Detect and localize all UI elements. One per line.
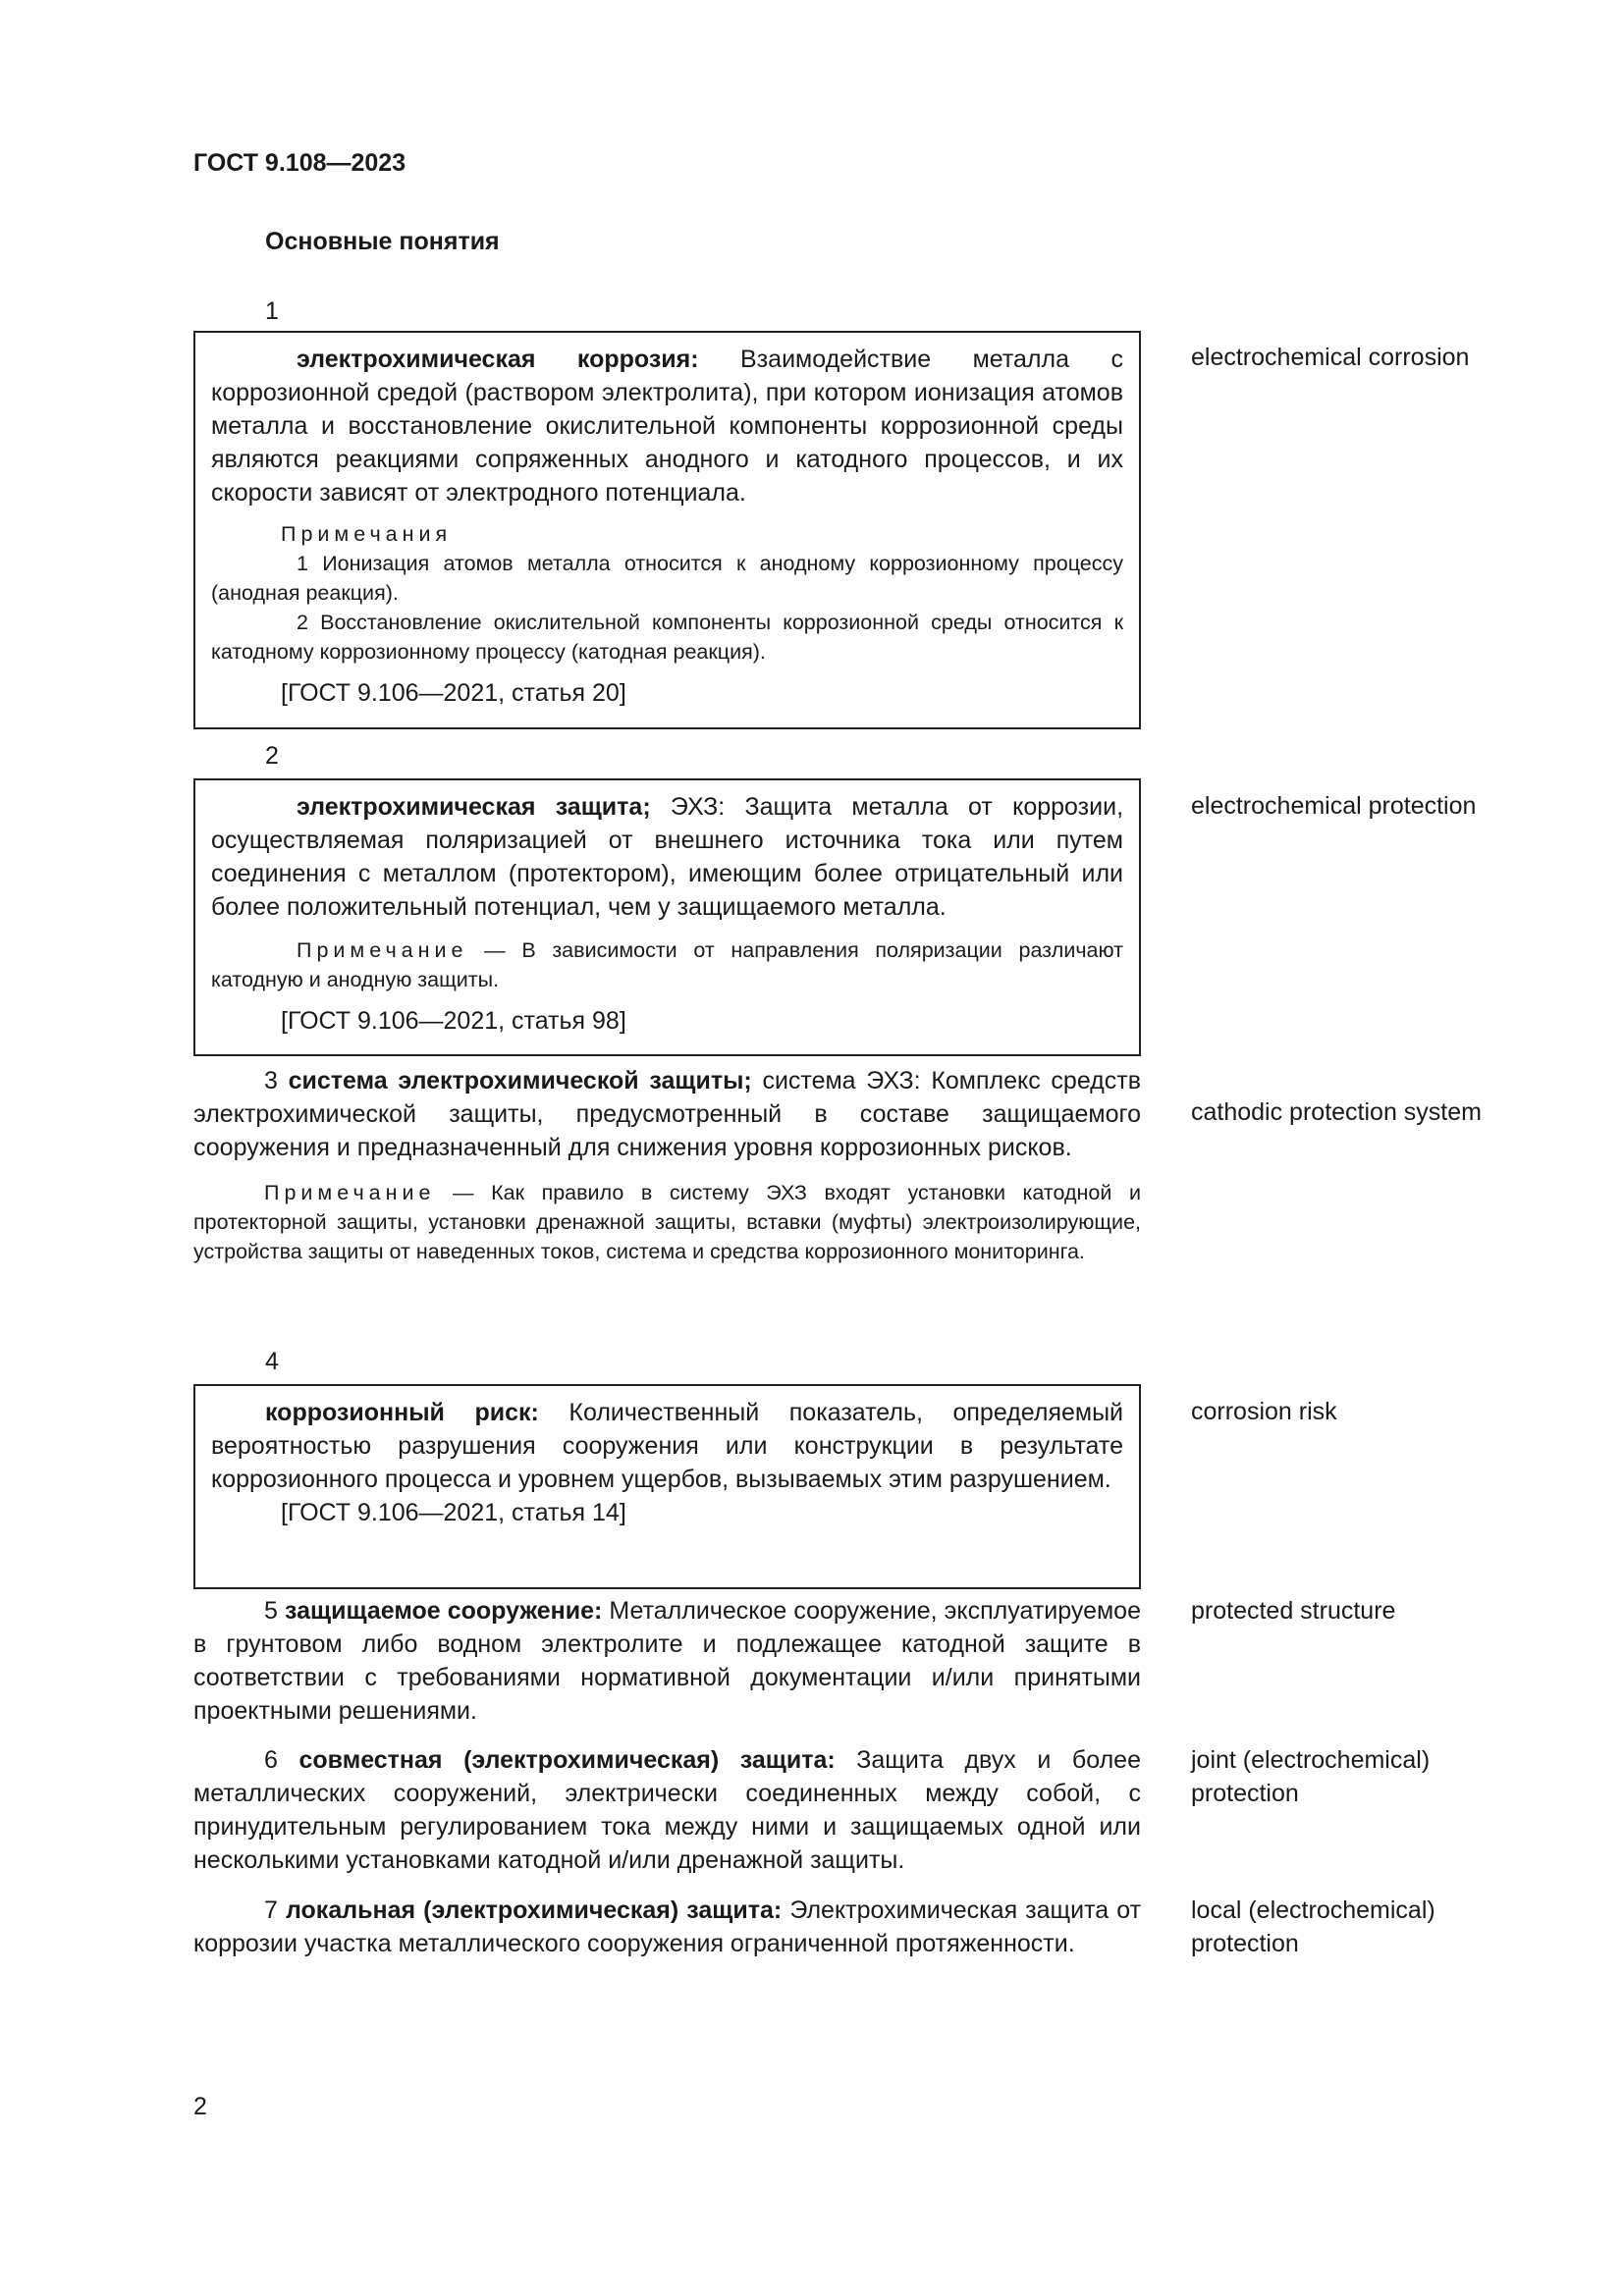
english-term: joint (electrochemical) protection (1191, 1746, 1431, 1807)
term-definition: Комплекс средств электрохимической защиты, предусмотренный в составе защищаемого сооружения и предназначенный для снижения уровня коррозионных рисков. (193, 1067, 1141, 1161)
english-term: cathodic protection system (1191, 1098, 1482, 1126)
term-name: коррозионный риск: (265, 1399, 539, 1426)
term-entry (193, 1064, 1141, 1164)
term-name: защищаемое сооружение: (284, 1597, 603, 1625)
term-number: 6 (264, 1746, 278, 1774)
term-abbr: ЭХЗ: (650, 793, 726, 821)
note-1: 1 Ионизация атомов металла относится к анодному коррозионному процессу (анодная реакция). (211, 552, 1123, 605)
term-definition: Взаимодействие металла с коррозионной средой (раствором электролита), при котором ионизация атомов металла и восстановление окислительной компоненты коррозионной среды являются реакциями сопряженных анодного и катодного процессов, и их скорости зависят от электродного потенциала. (211, 346, 1123, 507)
term-box-1 (193, 331, 1141, 729)
standard-header: ГОСТ 9.108—2023 (193, 149, 406, 177)
english-term: electrochemical corrosion (1191, 344, 1470, 371)
term-7 (193, 1894, 1141, 1960)
term-reference: [ГОСТ 9.106—2021, статья 20] (281, 679, 626, 707)
english-term: protected structure (1191, 1597, 1396, 1625)
term-note: Примечание — В зависимости от направления поляризации различают катодную и анодную защиты. (211, 938, 1123, 991)
term-number: 3 (264, 1067, 278, 1095)
term-definition: Электрохимическая защита от коррозии участка металлического сооружения ограниченной протяженности. (193, 1896, 1142, 1957)
term-name: электрохимическая защита; (297, 793, 651, 821)
english-term: corrosion risk (1191, 1398, 1337, 1425)
term-number: 5 (264, 1597, 278, 1625)
term-note: Примечание — Как правило в систему ЭХЗ входят установки катодной и протекторной защиты, установки дренажной защиты, вставки (муфты) электроизолирующие, устройства защиты от наведенных токов, система и средства коррозионного мониторинга. (193, 1181, 1141, 1263)
term-definition: Количественный показатель, определяемый вероятностью разрушения сооружения или конструкции в результате коррозионного процесса и уровнем ущербов, вызываемых этим разрушением. (211, 1399, 1124, 1493)
page-number: 2 (193, 2093, 207, 2120)
term-entry (211, 343, 1123, 509)
term-name: электрохимическая коррозия: (297, 346, 699, 373)
term-entry (193, 1894, 1141, 1960)
english-term: electrochemical protection (1191, 792, 1477, 820)
note-heading: Примечание (297, 938, 468, 962)
term-name: локальная (электрохимическая) защита: (285, 1896, 783, 1924)
section-title: Основные понятия (265, 228, 500, 255)
term-entry (193, 1743, 1141, 1877)
term-entry (211, 790, 1123, 924)
term-definition: Защита двух и более металлических сооружений, электрически соединенных между собой, с принудительным регулированием тока между ними и защищаемых одной или несколькими установками катодной и/или дренажной защиты. (193, 1746, 1141, 1874)
term-number: 7 (264, 1896, 278, 1924)
term-reference: [ГОСТ 9.106—2021, статья 14] (281, 1499, 626, 1526)
term-number: 1 (265, 297, 279, 325)
term-name: совместная (электрохимическая) защита: (298, 1746, 836, 1774)
note-heading: Примечание (264, 1181, 436, 1204)
english-term: local (electrochemical) protection (1191, 1896, 1435, 1957)
term-definition: Защита металла от коррозии, осуществляемая поляризацией от внешнего источника тока или путем соединения с металлом (протектором), имеющим более отрицательный или более положительный потенциал, чем у защищаемого металла. (211, 793, 1124, 921)
term-3 (193, 1064, 1141, 1266)
term-number: 4 (265, 1348, 279, 1375)
term-entry (211, 1396, 1123, 1496)
notes-heading: Примечания (281, 522, 453, 546)
term-reference: [ГОСТ 9.106—2021, статья 98] (281, 1007, 626, 1035)
term-5 (193, 1594, 1141, 1728)
term-entry (193, 1594, 1141, 1728)
term-definition: Металлическое сооружение, эксплуатируемое в грунтовом либо водном электролите и подлежащее катодной защите в соответствии с требованиями нормативной документации и/или принятыми проектными решениями. (193, 1597, 1141, 1725)
term-6 (193, 1743, 1141, 1877)
term-number: 2 (265, 742, 279, 770)
note-2: 2 Восстановление окислительной компоненты коррозионной среды относится к катодному коррозионному процессу (катодная реакция). (211, 611, 1123, 664)
term-box-4 (193, 1384, 1141, 1589)
term-abbr: система ЭХЗ: (751, 1067, 921, 1095)
term-box-2 (193, 778, 1141, 1056)
term-name: система электрохимической защиты; (288, 1067, 752, 1095)
